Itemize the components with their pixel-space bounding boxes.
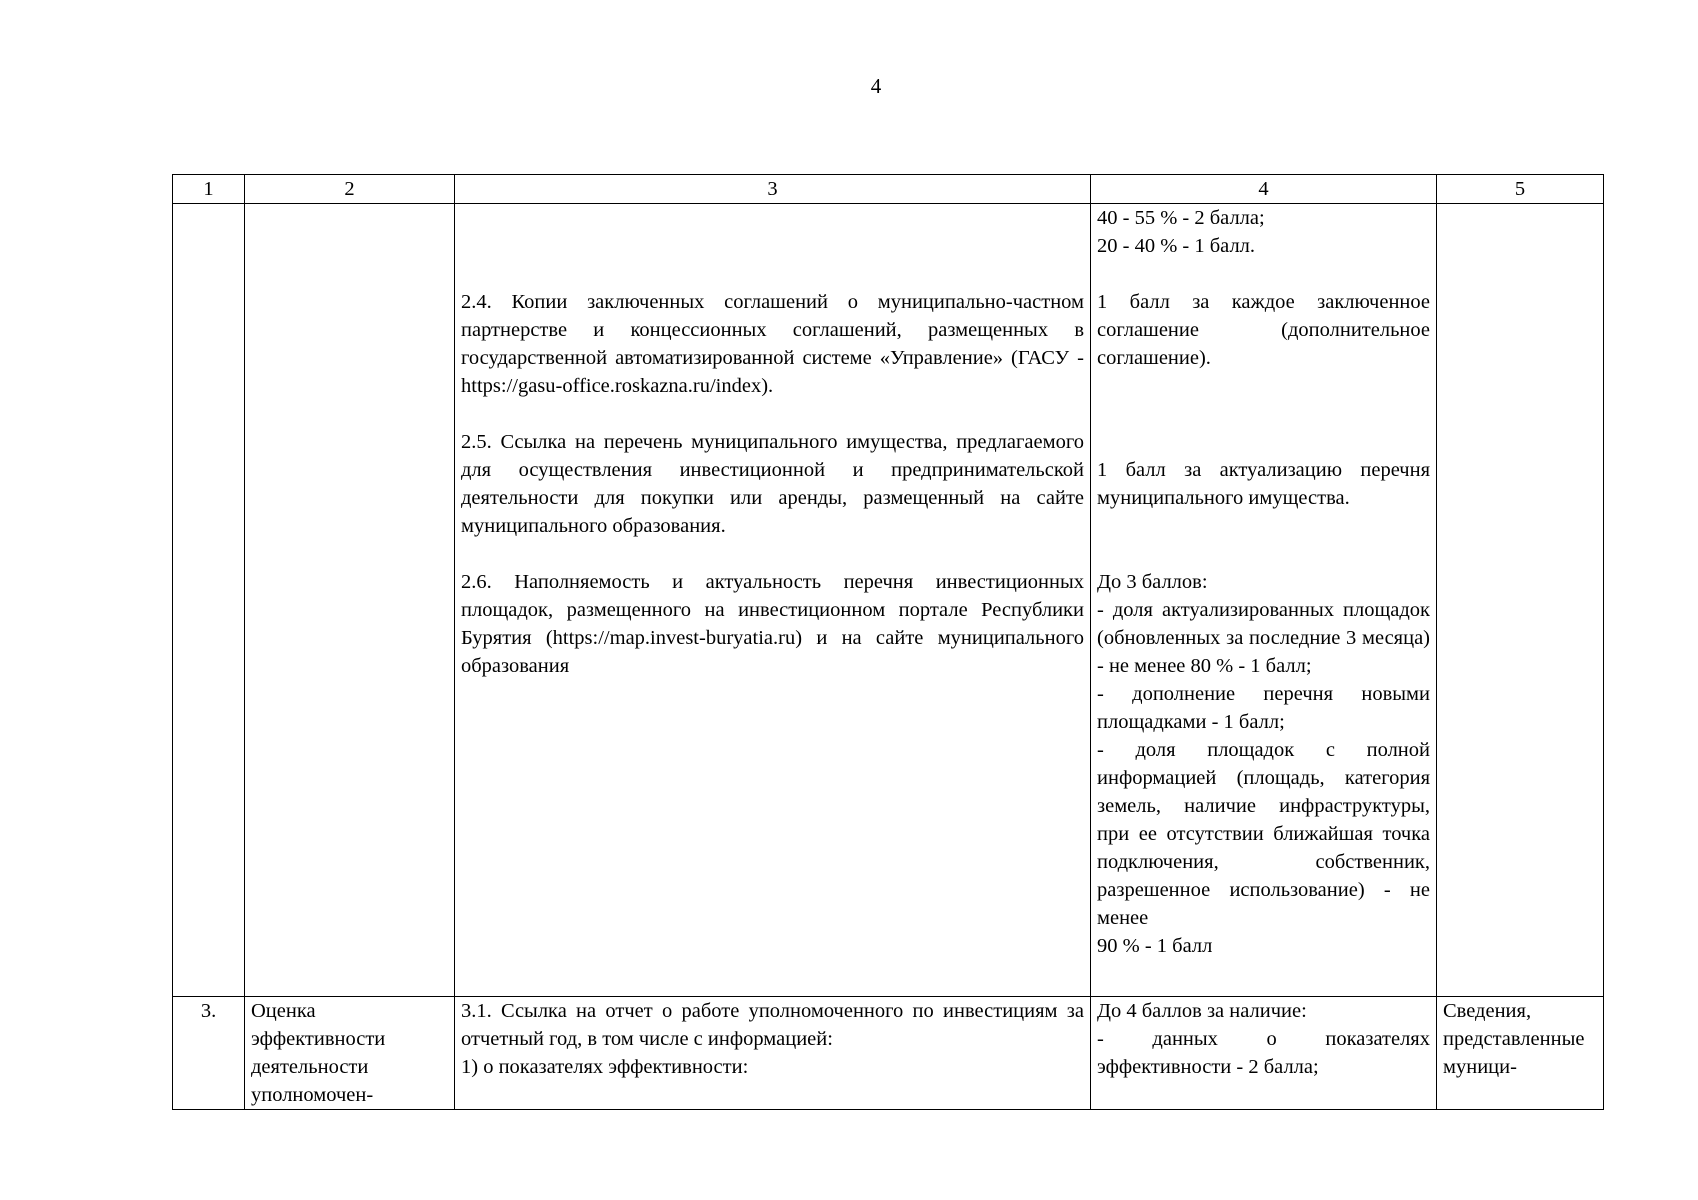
header-cell-3: 3 (455, 175, 1091, 204)
item-3-1-score-item: - данных о показателях эффективности - 2 балла; (1097, 1028, 1430, 1078)
score-line: 20 - 40 % - 1 балл. (1097, 235, 1256, 257)
table-row (173, 204, 1604, 997)
item-2-6-score-item: 90 % - 1 балл (1097, 935, 1213, 957)
item-3-1-text: 3.1. Ссылка на отчет о работе уполномоченного по инвестициям за отчетный год, в том числе с информацией: (461, 1000, 1084, 1050)
item-2-6-score-item: - дополнение перечня новыми площадками - 1 балл; (1097, 683, 1430, 733)
score-line: 40 - 55 % - 2 балла; (1097, 207, 1265, 229)
item-2-6-score-heading: До 3 баллов: (1097, 571, 1208, 593)
item-2-5-text: 2.5. Ссылка на перечень муниципального имущества, предлагаемого для осуществления инвестиционной и предпринимательской деятельности для покупки или аренды, размещенный на сайте муниципального образования. (461, 431, 1084, 537)
item-3-1-score-heading: До 4 баллов за наличие: (1097, 1000, 1307, 1022)
header-cell-1: 1 (173, 175, 245, 204)
item-2-6-score-item: - доля площадок с полной информацией (площадь, категория земель, наличие инфраструктуры, при ее отсутствии ближайшая точка подключения, собственник, разрешенное использование) - не менее (1097, 739, 1430, 929)
criteria-table (172, 174, 1604, 1110)
row1-col2 (245, 204, 455, 997)
item-2-6-score-item: - доля актуализированных площадок (обновленных за последние 3 месяца) - не менее 80 % - 1 балл; (1097, 599, 1430, 677)
row2-col4 (1091, 997, 1437, 1110)
row1-col4 (1091, 204, 1437, 997)
header-cell-5: 5 (1437, 175, 1604, 204)
row2-col3 (455, 997, 1091, 1110)
item-2-5-score: 1 балл за актуализацию перечня муниципального имущества. (1097, 459, 1430, 509)
row2-source: Сведения, представленные муници- (1437, 997, 1604, 1110)
table-header-row (173, 175, 1604, 204)
header-cell-4: 4 (1091, 175, 1437, 204)
table-row (173, 997, 1604, 1110)
item-2-6-text: 2.6. Наполняемость и актуальность перечня инвестиционных площадок, размещенного на инвестиционном портале Республики Бурятия (https://map.invest-buryatia.ru) и на сайте муниципального образования (461, 571, 1084, 677)
row2-title: Оценка эффективности деятельности уполномочен- (245, 997, 455, 1110)
item-2-4-score: 1 балл за каждое заключенное соглашение (дополнительное соглашение). (1097, 291, 1430, 369)
header-cell-2: 2 (245, 175, 455, 204)
row1-col5 (1437, 204, 1604, 997)
row2-number: 3. (173, 997, 245, 1110)
page-number: 4 (870, 74, 882, 98)
row1-col3 (455, 204, 1091, 997)
item-2-4-text: 2.4. Копии заключенных соглашений о муниципально-частном партнерстве и концессионных соглашений, размещенных в государственной автоматизированной системе «Управление» (ГАСУ - https://gasu-office.roskazna.ru/index). (461, 291, 1084, 397)
row1-col1 (173, 204, 245, 997)
item-3-1-subitem: 1) о показателях эффективности: (461, 1056, 749, 1078)
